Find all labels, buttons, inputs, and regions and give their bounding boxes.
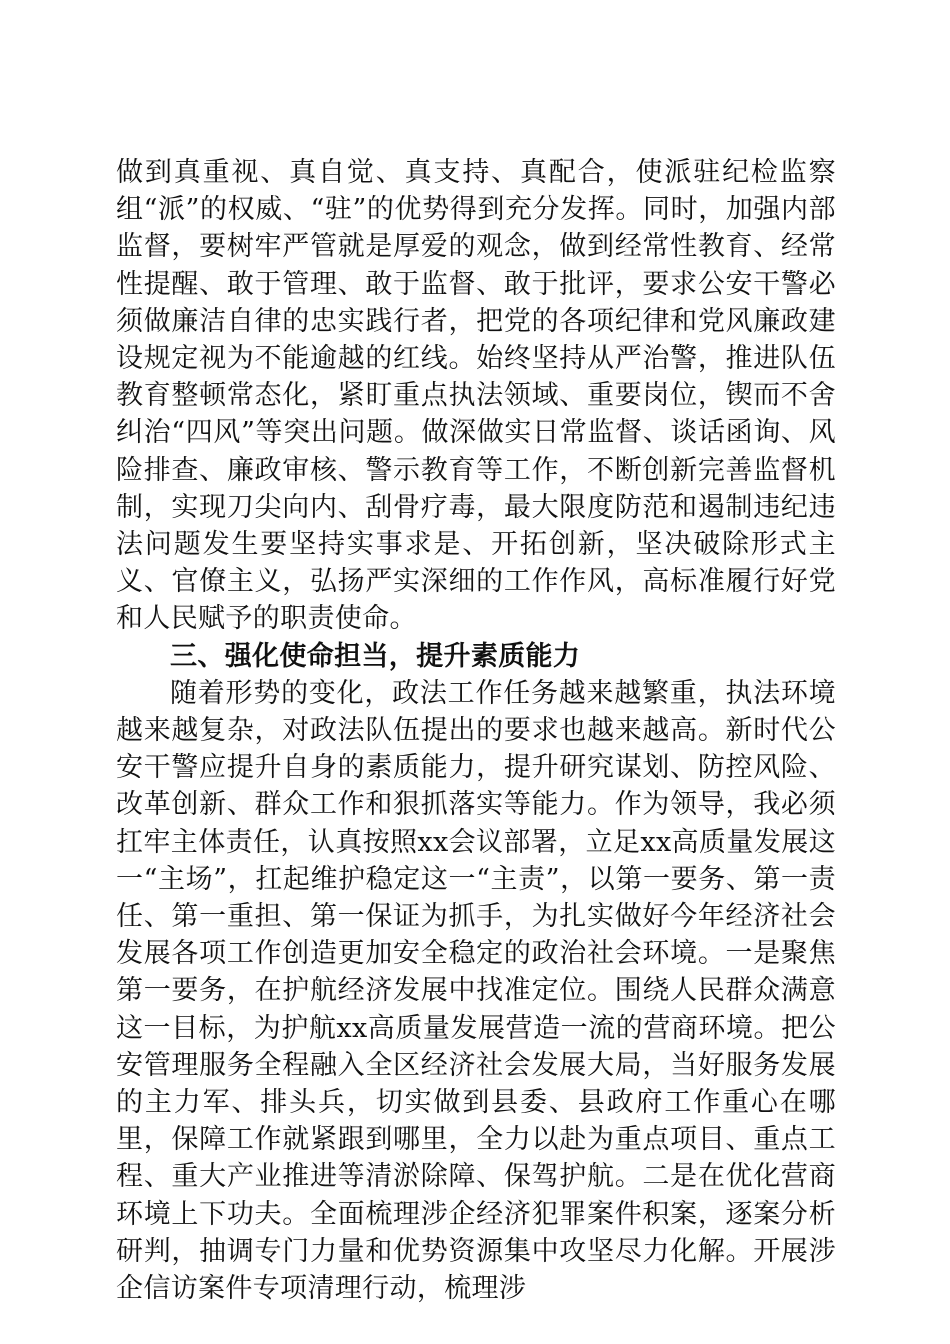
document-body: [116, 154, 836, 1307]
body-paragraph-2: 随着形势的变化，政法工作任务越来越繁重，执法环境越来越复杂，对政法队伍提出的要求也越来越高。新时代公安干警应提升自身的素质能力，提升研究谋划、防控风险、改革创新、群众工作和狠抓落实等能力。作为领导，我必须扛牢主体责任，认真按照xx会议部署，立足xx高质量发展这一“主场”，扛起维护稳定这一“主责”，以第一要务、第一责任、第一重担、第一保证为抓手，为扎实做好今年经济社会发展各项工作创造更加安全稳定的政治社会环境。一是聚焦第一要务，在护航经济发展中找准定位。围绕人民群众满意这一目标，为护航xx高质量发展营造一流的营商环境。把公安管理服务全程融入全区经济社会发展大局，当好服务发展的主力军、排头兵，切实做到县委、县政府工作重心在哪里，保障工作就紧跟到哪里，全力以赴为重点项目、重点工程、重大产业推进等清淤除障、保驾护航。二是在优化营商环境上下功夫。全面梳理涉企经济犯罪案件积案，逐案分析研判，抽调专门力量和优势资源集中攻坚尽力化解。开展涉企信访案件专项清理行动，梳理涉: [116, 677, 836, 1305]
body-paragraph-1: 做到真重视、真自觉、真支持、真配合，使派驻纪检监察组“派”的权威、“驻”的优势得到充分发挥。同时，加强内部监督，要树牢严管就是厚爱的观念，做到经常性教育、经常性提醒、敢于管理、敢于监督、敢于批评，要求公安干警必须做廉洁自律的忠实践行者，把党的各项纪律和党风廉政建设规定视为不能逾越的红线。始终坚持从严治警，推进队伍教育整顿常态化，紧盯重点执法领域、重要岗位，锲而不舍纠治“四风”等突出问题。做深做实日常监督、谈话函询、风险排查、廉政审核、警示教育等工作，不断创新完善监督机制，实现刀尖向内、刮骨疗毒，最大限度防范和遏制违纪违法问题发生要坚持实事求是、开拓创新，坚决破除形式主义、官僚主义，弘扬严实深细的工作作风，高标准履行好党和人民赋予的职责使命。: [116, 157, 836, 635]
section-heading: 三、强化使命担当，提升素质能力: [170, 640, 581, 672]
